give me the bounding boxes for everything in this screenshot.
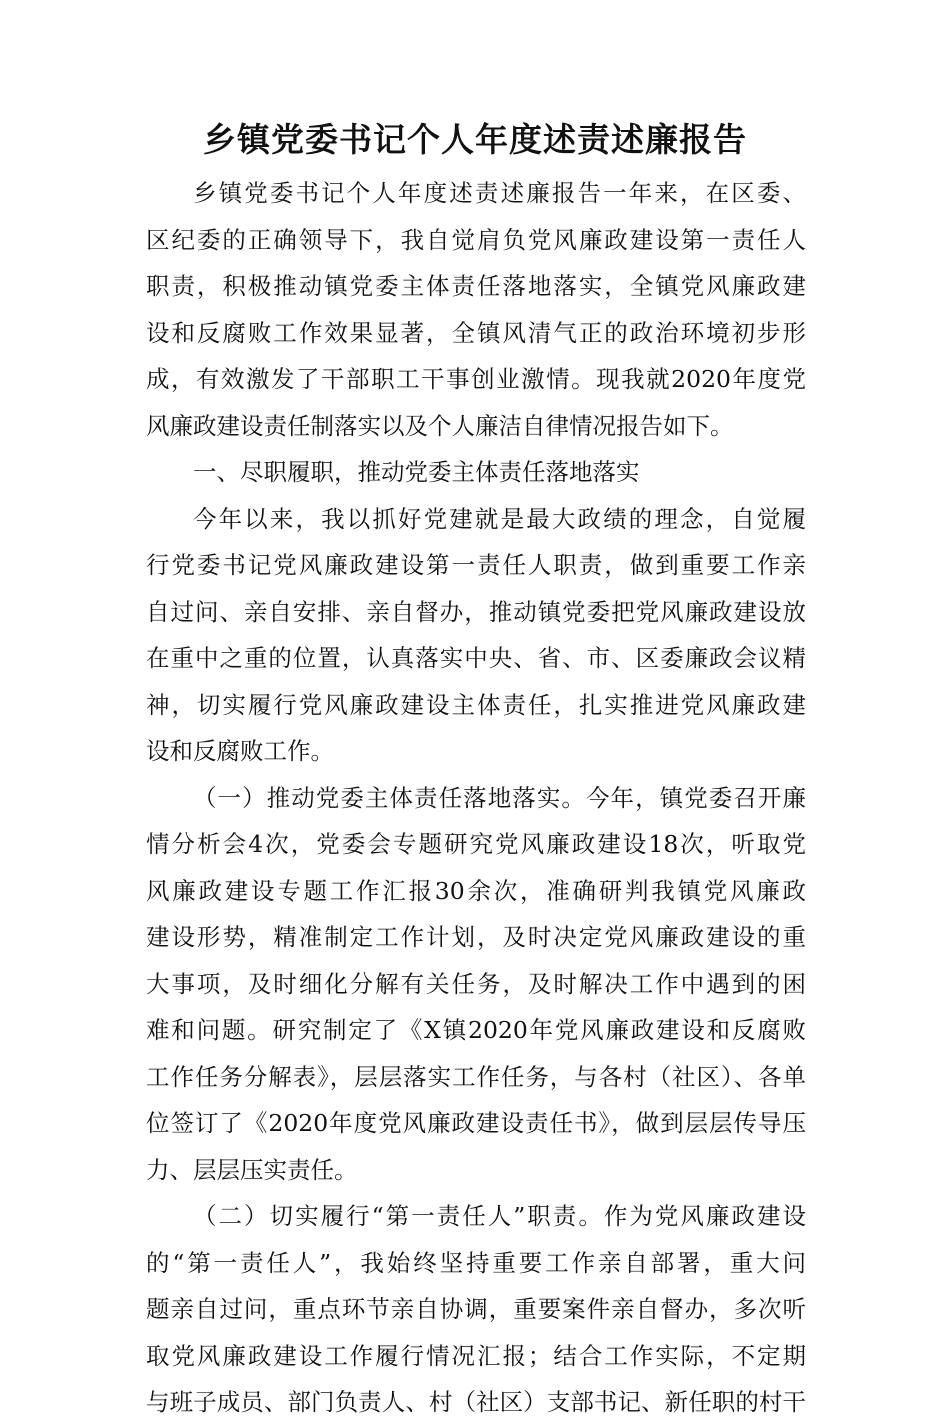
paragraph-line: 行党委书记党风廉政建设第一责任人职责，做到重要工作亲 — [146, 551, 806, 579]
paragraph-line: （二）切实履行“第一责任人”职责。作为党风廉政建设 — [193, 1202, 806, 1230]
paragraph-line: 情分析会4次，党委会专题研究党风廉政建设18次，听取党 — [146, 830, 806, 858]
paragraph-line: 难和问题。研究制定了《X镇2020年党风廉政建设和反腐败 — [146, 1016, 806, 1044]
paragraph-line: （一）推动党委主体责任落地落实。今年，镇党委召开廉 — [193, 783, 806, 812]
paragraph-line: 设和反腐败工作效果显著，全镇风清气正的政治环境初步形 — [146, 318, 806, 347]
section-heading: 一、尽职履职，推动党委主体责任落地落实 — [193, 458, 640, 486]
paragraph-line: 乡镇党委书记个人年度述责述廉报告一年来，在区委、 — [193, 179, 806, 207]
paragraph-line: 取党风廉政建设工作履行情况汇报；结合工作实际，不定期 — [146, 1341, 806, 1370]
paragraph-line: 的“第一责任人”，我始终坚持重要工作亲自部署，重大问 — [146, 1248, 806, 1277]
paragraph-line: 风廉政建设专题工作汇报30余次，准确研判我镇党风廉政 — [146, 876, 806, 905]
paragraph-line: 题亲自过问，重点环节亲自协调，重要案件亲自督办，多次听 — [146, 1295, 806, 1323]
paragraph-line: 区纪委的正确领导下，我自觉肩负党风廉政建设第一责任人 — [146, 225, 806, 254]
paragraph-line: 职责，积极推动镇党委主体责任落地落实，全镇党风廉政建 — [146, 272, 806, 300]
paragraph-line: 位签订了《2020年度党风廉政建设责任书》，做到层层传导压 — [146, 1109, 806, 1137]
paragraph-line: 在重中之重的位置，认真落实中央、省、市、区委廉政会议精 — [146, 644, 806, 672]
paragraph-line: 风廉政建设责任制落实以及个人廉洁自律情况报告如下。 — [146, 411, 734, 440]
paragraph-line: 工作任务分解表》，层层落实工作任务，与各村（社区）、各单 — [146, 1062, 806, 1091]
document-title: 乡镇党委书记个人年度述责述廉报告 — [203, 120, 747, 159]
paragraph-line: 神，切实履行党风廉政建设主体责任，扎实推进党风廉政建 — [146, 690, 806, 719]
paragraph-line: 今年以来，我以抓好党建就是最大政绩的理念，自觉履 — [193, 504, 806, 533]
paragraph-line: 自过问、亲自安排、亲自督办，推动镇党委把党风廉政建设放 — [146, 597, 806, 626]
paragraph-line: 大事项，及时细化分解有关任务，及时解决工作中遇到的困 — [146, 969, 806, 998]
paragraph-line: 成，有效激发了干部职工干事创业激情。现我就2020年度党 — [146, 365, 806, 393]
paragraph-line: 建设形势，精准制定工作计划，及时决定党风廉政建设的重 — [146, 923, 806, 951]
paragraph-line: 与班子成员、部门负责人、村（社区）支部书记、新任职的村干 — [146, 1388, 806, 1416]
document-body — [146, 170, 806, 1426]
paragraph-line: 设和反腐败工作。 — [146, 737, 334, 765]
paragraph-line: 力、层层压实责任。 — [146, 1155, 358, 1184]
